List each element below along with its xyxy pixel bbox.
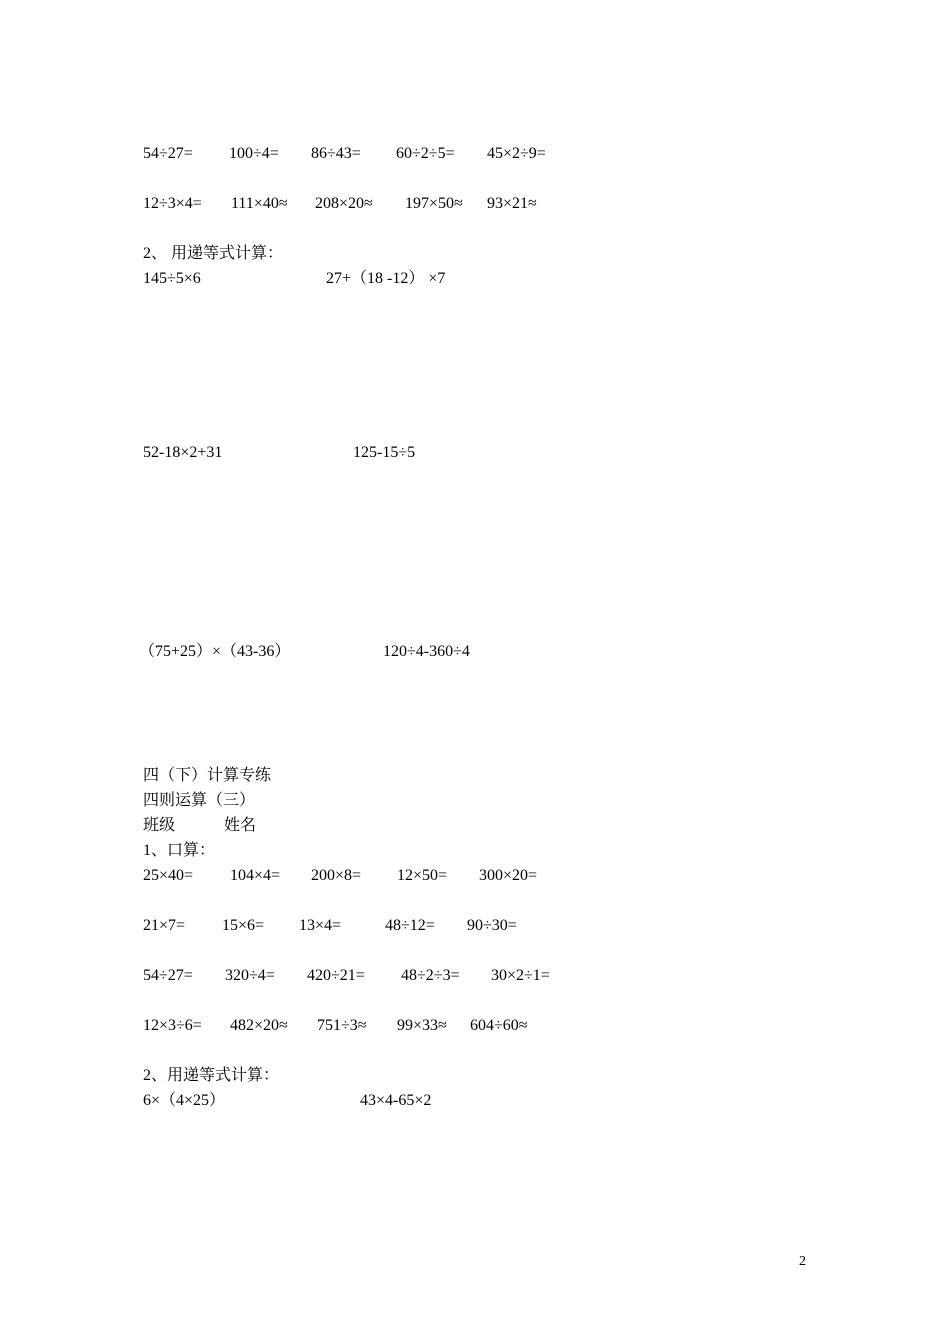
top-r1-item-4: 60÷2÷5=	[396, 145, 455, 162]
task1-heading: 1、口算：	[143, 842, 216, 859]
problem-1: 6×（4×25）	[143, 1092, 226, 1109]
top-task2-heading: 2、 用递等式计算：	[143, 245, 284, 262]
r1-item-2: 104×4=	[230, 867, 281, 884]
r4-item-3: 751÷3≈	[317, 1017, 367, 1034]
r1-item-3: 200×8=	[311, 867, 362, 884]
top-r2-item-4: 197×50≈	[405, 195, 463, 212]
top-r1-item-2: 100÷4=	[229, 145, 279, 162]
page-number: 2	[799, 1254, 806, 1269]
r2-item-2: 15×6=	[222, 917, 265, 934]
name-label: 姓名	[224, 817, 257, 834]
r3-item-1: 54÷27=	[143, 967, 193, 984]
top-r2-item-1: 12÷3×4=	[143, 195, 202, 212]
top-problem-2: 27+（18 -12） ×7	[326, 270, 446, 287]
r2-item-5: 90÷30=	[467, 917, 517, 934]
r1-item-4: 12×50=	[397, 867, 448, 884]
r3-item-4: 48÷2÷3=	[401, 967, 460, 984]
r3-item-2: 320÷4=	[225, 967, 275, 984]
top-problem-4: 125-15÷5	[353, 444, 416, 461]
r1-item-5: 300×20=	[479, 867, 538, 884]
r1-item-1: 25×40=	[143, 867, 194, 884]
worksheet-title: 四（下）计算专练	[143, 767, 272, 784]
problem-2: 43×4-65×2	[360, 1092, 432, 1109]
top-problem-3: 52-18×2+31	[143, 444, 223, 461]
r3-item-3: 420÷21=	[307, 967, 365, 984]
r2-item-1: 21×7=	[143, 917, 186, 934]
top-problem-6: 120÷4-360÷4	[383, 643, 470, 660]
task2-heading: 2、用递等式计算：	[143, 1067, 280, 1084]
r4-item-5: 604÷60≈	[470, 1017, 528, 1034]
top-problem-5: （75+25）×（43-36）	[139, 643, 291, 660]
top-r2-item-3: 208×20≈	[315, 195, 373, 212]
top-r1-item-5: 45×2÷9=	[487, 145, 546, 162]
r3-item-5: 30×2÷1=	[491, 967, 550, 984]
top-problem-1: 145÷5×6	[143, 270, 201, 287]
r2-item-4: 48÷12=	[385, 917, 435, 934]
top-r1-item-1: 54÷27=	[143, 145, 193, 162]
r4-item-1: 12×3÷6=	[143, 1017, 202, 1034]
worksheet-subtitle: 四则运算（三）	[143, 792, 256, 809]
r2-item-3: 13×4=	[299, 917, 342, 934]
class-label: 班级	[143, 817, 176, 834]
top-r2-item-2: 111×40≈	[231, 195, 288, 212]
r4-item-4: 99×33≈	[397, 1017, 447, 1034]
r4-item-2: 482×20≈	[230, 1017, 288, 1034]
top-r2-item-5: 93×21≈	[487, 195, 537, 212]
top-r1-item-3: 86÷43=	[311, 145, 361, 162]
